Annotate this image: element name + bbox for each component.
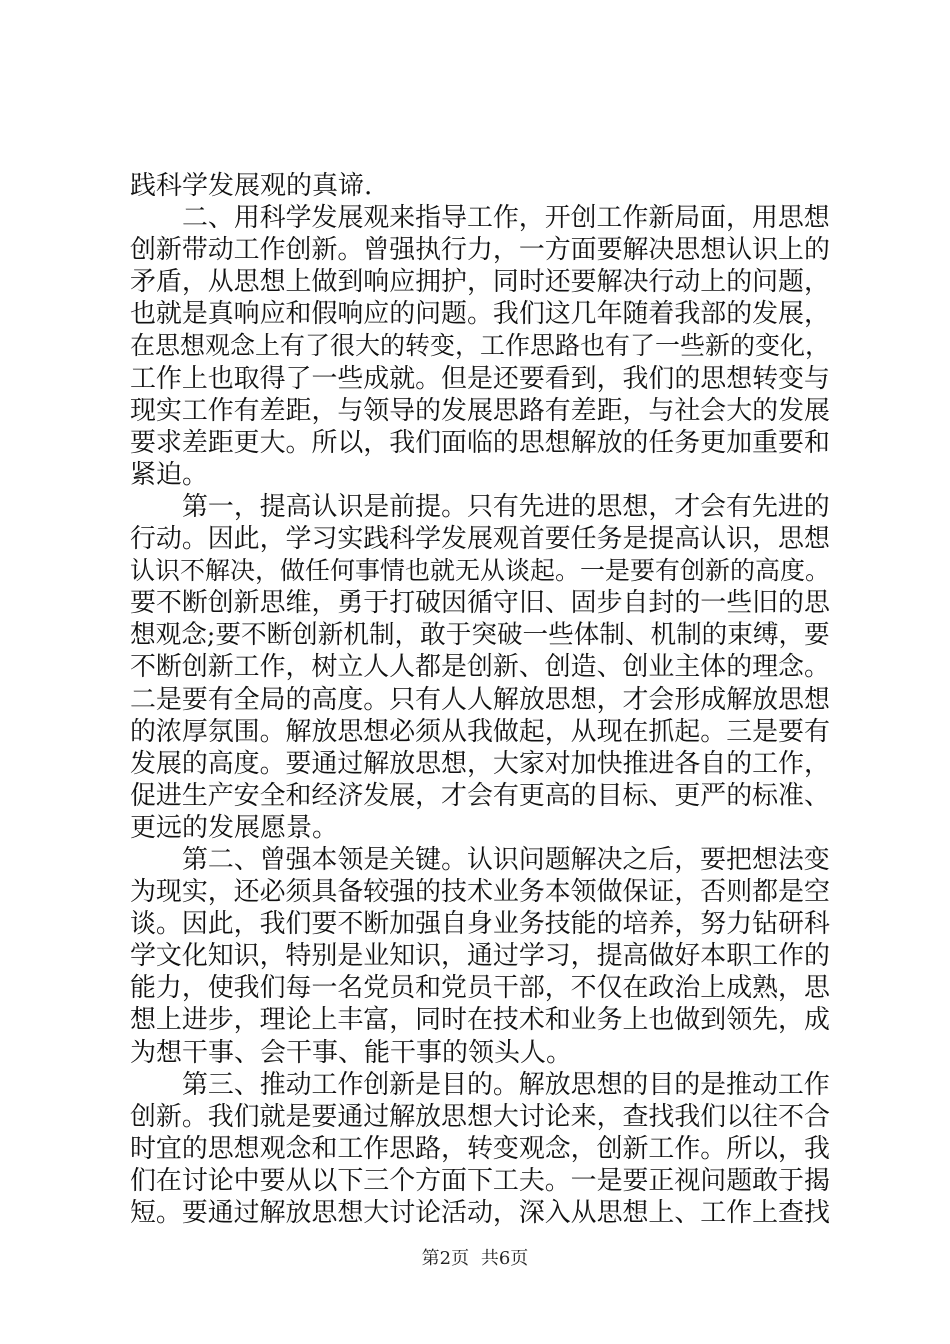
text-line: 促进生产安全和经济发展，才会有更高的目标、更严的标准、 [130,780,830,811]
text-line: 学文化知识，特别是业知识，通过学习，提高做好本职工作的 [130,941,830,972]
text-line: 不断创新工作，树立人人都是创新、创造、创业主体的理念。 [130,652,830,683]
text-line: 行动。因此，学习实践科学发展观首要任务是提高认识，思想 [130,524,830,555]
text-line: 二、用科学发展观来指导工作，开创工作新局面，用思想 [182,203,830,234]
text-line: 更远的发展愿景。 [130,812,339,843]
text-line: 为想干事、会干事、能干事的领头人。 [130,1037,573,1068]
text-line: 能力，使我们每一名党员和党员干部，不仅在政治上成熟，思 [130,973,830,1004]
text-line: 谈。因此，我们要不断加强自身业务技能的培养，努力钻研科 [130,909,830,940]
text-line: 创新。我们就是要通过解放思想大讨论来，查找我们以往不合 [130,1101,830,1132]
text-line: 要不断创新思维，勇于打破因循守旧、固步自封的一些旧的思 [130,588,830,619]
text-line: 二是要有全局的高度。只有人人解放思想，才会形成解放思想 [130,684,830,715]
text-line: 第一，提高认识是前提。只有先进的思想，才会有先进的 [182,491,830,522]
text-line: 时宜的思想观念和工作思路，转变观念，创新工作。所以，我 [130,1133,830,1164]
text-line: 矛盾，从思想上做到响应拥护，同时还要解决行动上的问题， [130,267,830,298]
text-line: 现实工作有差距，与领导的发展思路有差距，与社会大的发展 [130,395,830,426]
text-line: 要求差距更大。所以，我们面临的思想解放的任务更加重要和 [130,427,830,458]
text-line: 在思想观念上有了很大的转变，工作思路也有了一些新的变化， [130,331,831,361]
page-number: 第2页 [421,1248,470,1269]
text-line: 短。要通过解放思想大讨论活动，深入从思想上、工作上查找 [130,1198,830,1228]
text-line: 践科学发展观的真谛. [130,171,373,201]
text-line: 想上进步，理论上丰富，同时在技术和业务上也做到领先，成 [130,1005,830,1036]
document-body [130,170,830,1229]
text-line: 创新带动工作创新。曾强执行力，一方面要解决思想认识上的 [130,235,830,266]
page-footer [0,1244,950,1270]
text-line: 第三、推动工作创新是目的。解放思想的目的是推动工作 [182,1069,830,1100]
text-line: 们在讨论中要从以下三个方面下工夫。一是要正视问题敢于揭 [130,1165,830,1196]
text-line: 认识不解决，做任何事情也就无从谈起。一是要有创新的高度。 [130,556,831,586]
text-line: 也就是真响应和假响应的问题。我们这几年随着我部的发展， [130,299,830,330]
text-line: 为现实，还必须具备较强的技术业务本领做保证，否则都是空 [130,877,830,908]
text-line: 工作上也取得了一些成就。但是还要看到，我们的思想转变与 [130,363,830,394]
text-line: 第二、曾强本领是关键。认识问题解决之后，要把想法变 [182,844,830,875]
text-line: 发展的高度。要通过解放思想，大家对加快推进各自的工作， [130,748,830,779]
text-line: 想观念;要不断创新机制，敢于突破一些体制、机制的束缚，要 [130,620,830,651]
page-total: 共6页 [480,1248,529,1269]
text-line: 的浓厚氛围。解放思想必须从我做起，从现在抓起。三是要有 [130,716,830,747]
text-line: 紧迫。 [130,459,209,490]
